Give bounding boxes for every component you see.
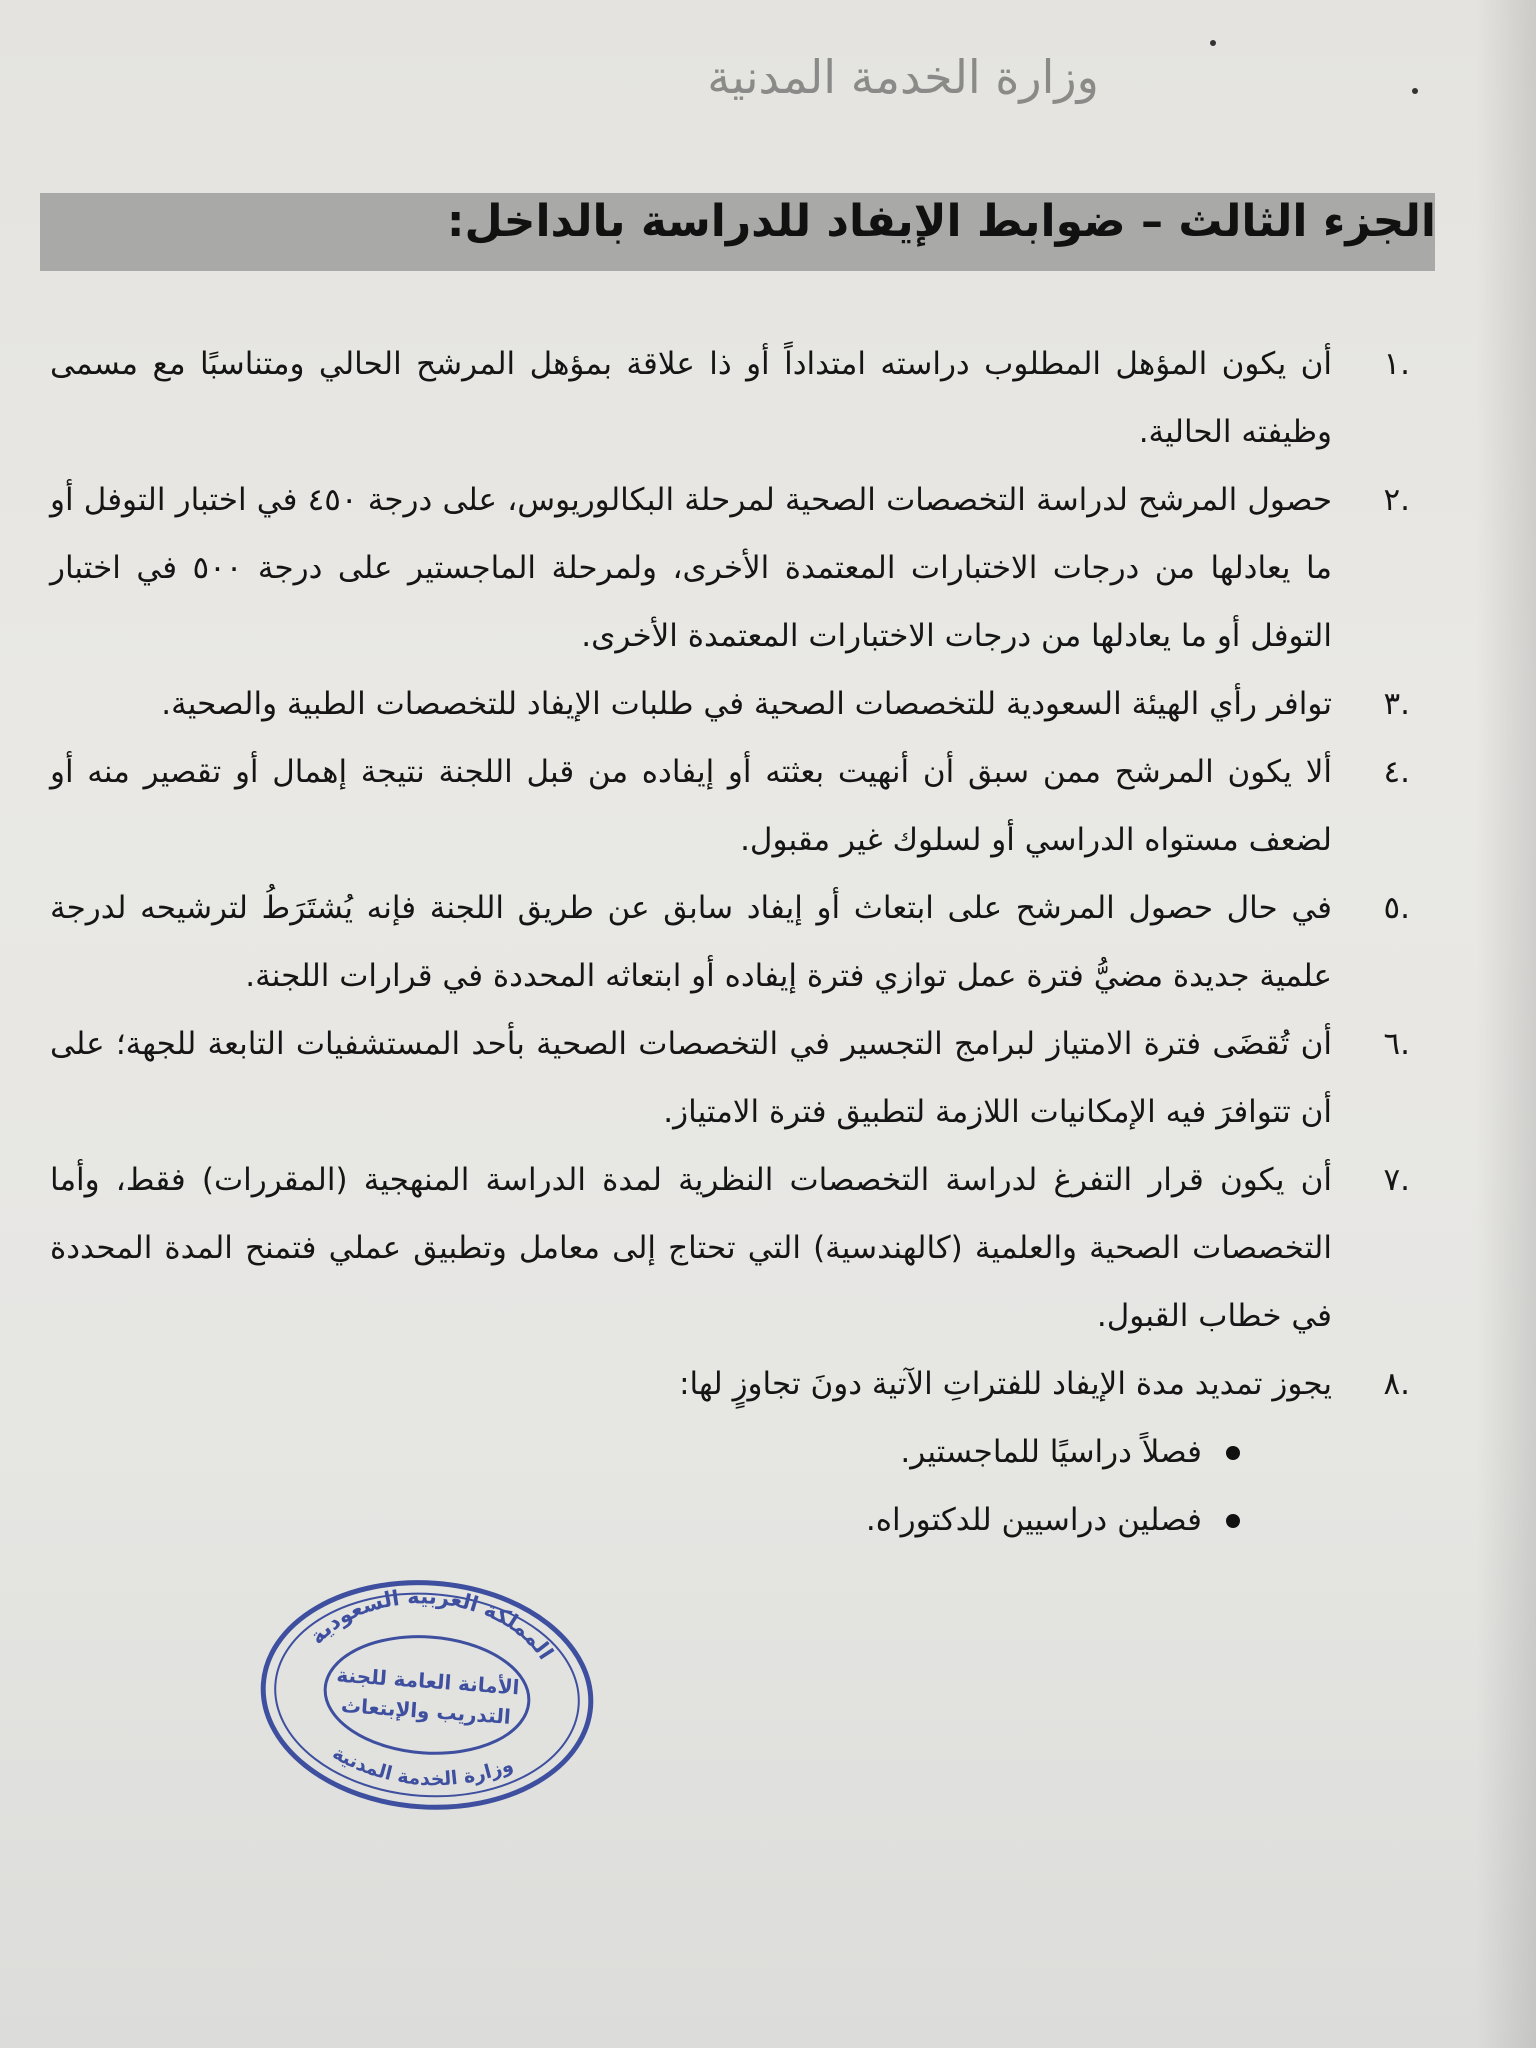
ministry-name: وزارة الخدمة المدنية	[707, 50, 1099, 104]
stamp-outer-top: المملكة العربية السعودية	[304, 1584, 558, 1664]
item-number: .٢	[1383, 482, 1410, 518]
item-text: يجوز تمديد مدة الإيفاد للفتراتِ الآتية دونَ تجاوزٍ لها:	[679, 1366, 1332, 1402]
list-item	[50, 874, 1410, 1010]
svg-text:وزارة الخدمة المدنية	[327, 1741, 517, 1796]
list-item	[50, 670, 1410, 738]
list-item	[50, 1350, 1410, 1418]
speck	[1210, 40, 1216, 46]
section-title: الجزء الثالث – ضوابط الإيفاد للدراسة بالداخل:	[446, 196, 1436, 247]
list-item	[50, 330, 1410, 466]
item-number: .٨	[1383, 1366, 1410, 1402]
item-text: أن تُقضَى فترة الامتياز لبرامج التجسير في التخصصات الصحية بأحد المستشفيات التابعة للجهة؛ على أن تتوافرَ فيه الإمكانيات اللازمة لتطبيق فترة الامتياز.	[50, 1026, 1332, 1130]
bullet-item: فصلاً دراسيًا للماجستير.	[50, 1418, 1240, 1486]
item-number: .٦	[1383, 1026, 1410, 1062]
official-stamp	[247, 1558, 609, 1831]
list-item	[50, 466, 1410, 670]
item-number: .٥	[1383, 890, 1410, 926]
bullet-item: فصلين دراسيين للدكتوراه.	[50, 1486, 1240, 1554]
item-text: توافر رأي الهيئة السعودية للتخصصات الصحية في طلبات الإيفاد للتخصصات الطبية والصحية.	[161, 686, 1332, 722]
item-text: أن يكون المؤهل المطلوب دراسته امتداداً أو ذا علاقة بمؤهل المرشح الحالي ومتناسبًا مع مسمى وظيفته الحالية.	[50, 346, 1332, 450]
item-number: .١	[1383, 346, 1410, 382]
stamp-inner-line1: الأمانة العامة للجنة	[335, 1662, 521, 1700]
list-item	[50, 738, 1410, 874]
ministry-header	[0, 50, 1536, 104]
regulations-list	[50, 330, 1410, 1554]
stamp-inner-line2: التدريب والإبتعاث	[340, 1693, 512, 1729]
item-number: .٧	[1383, 1162, 1410, 1198]
item-text: ألا يكون المرشح ممن سبق أن أنهيت بعثته أو إيفاده من قبل اللجنة نتيجة إهمال أو تقصير منه أو لضعف مستواه الدراسي أو لسلوك غير مقبول.	[50, 754, 1332, 858]
page-edge-shadow	[1476, 0, 1536, 2048]
item-text: في حال حصول المرشح على ابتعاث أو إيفاد سابق عن طريق اللجنة فإنه يُشتَرَطُ لترشيحه لدرجة علمية جديدة مضيُّ فترة عمل توازي فترة إيفاده أو ابتعاثه المحددة في قرارات اللجنة.	[50, 890, 1332, 994]
item-text: أن يكون قرار التفرغ لدراسة التخصصات النظرية لمدة الدراسة المنهجية (المقررات) فقط، وأما التخصصات الصحية والعلمية (كالهندسية) التي تحتاج إلى معامل وتطبيق عملي فتمنح المدة المحددة في خطاب القبول.	[50, 1162, 1332, 1334]
item-number: .٤	[1383, 754, 1410, 790]
list-item	[50, 1146, 1410, 1350]
list-item	[50, 1010, 1410, 1146]
extension-bullets	[50, 1418, 1410, 1554]
stamp-outer-bottom: وزارة الخدمة المدنية	[328, 1741, 516, 1791]
svg-text:المملكة العربية السعودية	[304, 1576, 562, 1665]
item-text: حصول المرشح لدراسة التخصصات الصحية لمرحلة البكالوريوس، على درجة ٤٥٠ في اختبار التوفل أو ما يعادلها من درجات الاختبارات المعتمدة الأخرى، ولمرحلة الماجستير على درجة ٥٠٠ في اختبار التوفل أو ما يعادلها من درجات الاختبارات المعتمدة الأخرى.	[50, 482, 1332, 654]
item-number: .٣	[1383, 686, 1410, 722]
